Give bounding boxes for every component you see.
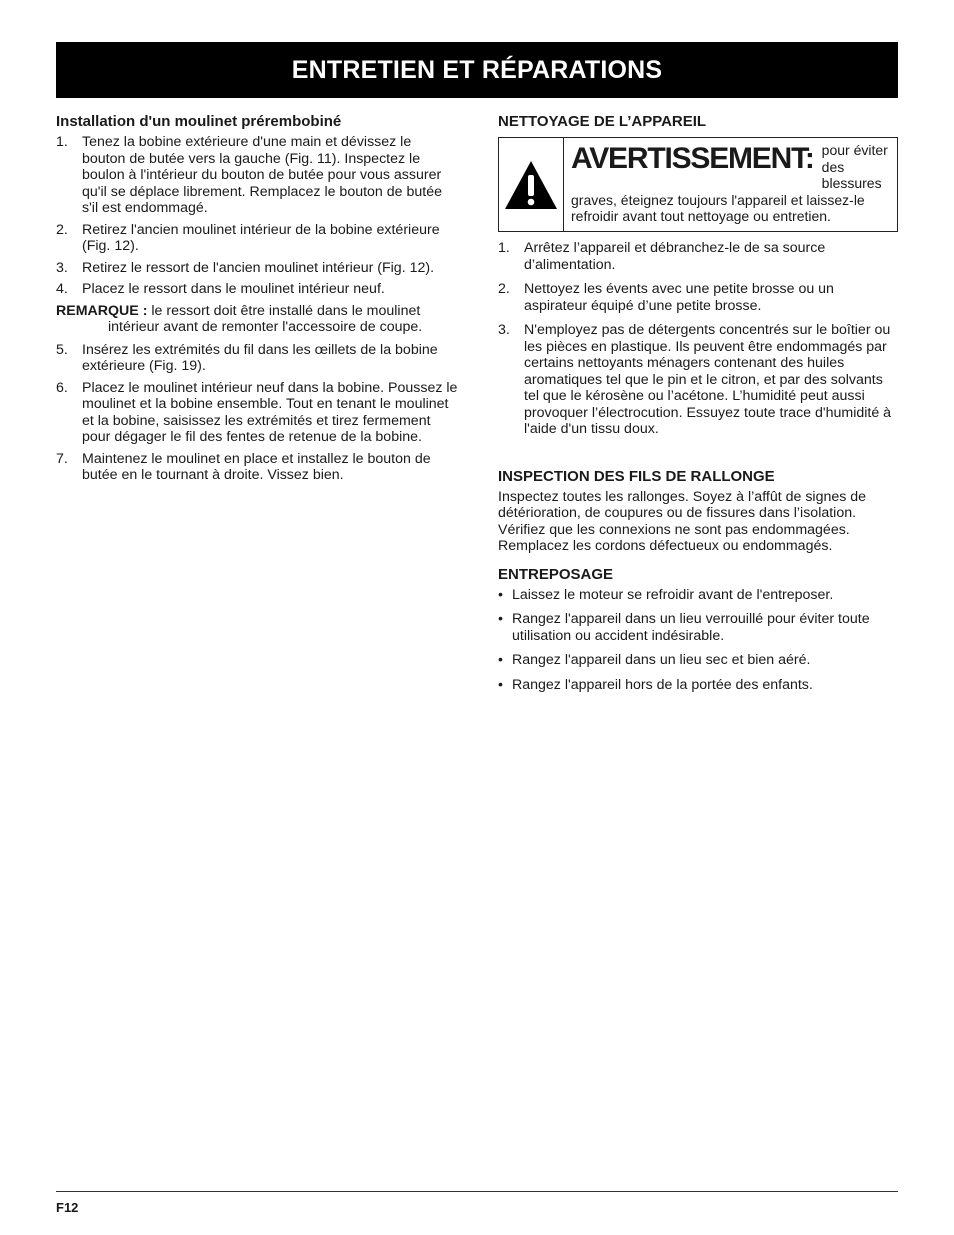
list-item: 1. Tenez la bobine extérieure d'une main et dévissez le bouton de butée vers la gauche (Fig. 11). Inspectez le boulon à l'intérieur du bouton de butée pour vous assurer qu'il se déplace librement. Remplacez le bouton de butée s'il est endommagé. (56, 134, 442, 216)
inspection-heading: INSPECTION DES FILS DE RALLONGE (498, 467, 775, 485)
warning-box (498, 137, 898, 232)
section-header (56, 42, 898, 98)
list-item: • Rangez l'appareil dans un lieu sec et bien aéré. (498, 652, 811, 668)
list-item: • Rangez l'appareil dans un lieu verrouillé pour éviter toute utilisation ou accident indésirable. (498, 611, 870, 644)
footer-divider (56, 1191, 898, 1192)
page-title: ENTRETIEN ET RÉPARATIONS (291, 55, 663, 84)
warning-triangle-icon (503, 159, 559, 211)
page-number: F12 (56, 1200, 79, 1215)
prewound-spool-heading: Installation d'un moulinet prérembobiné (56, 113, 342, 130)
remark-note (56, 303, 458, 336)
cleaning-steps-list (498, 240, 898, 438)
remark-text: le ressort doit être installé dans le moulinet intérieur avant de remonter l'accessoire de coupe. (108, 302, 423, 335)
list-item: • Laissez le moteur se refroidir avant de l'entreposer. (498, 586, 834, 603)
list-item: 3. N'employez pas de détergents concentrés sur le boîtier ou les pièces en plastique. Ils peuvent être endommagés par certains nettoyants ménagers contenant des huiles aromatiques tel que le pin et le citron, et par des solvants tel que le kérosène ou l’acétone. L’humidité peut aussi provoquer l’électrocution. Essuyez toute trace d'humidité à l'aide d'un tissu doux. (498, 322, 892, 437)
warning-icon-cell (499, 138, 564, 231)
warning-title: AVERTISSEMENT: (571, 142, 814, 175)
list-item: 2. Retirez l'ancien moulinet intérieur de la bobine extérieure (Fig. 12). (56, 221, 440, 254)
storage-list (498, 587, 898, 694)
list-item: • Rangez l'appareil hors de la portée des enfants. (498, 676, 813, 693)
list-item: 2. Nettoyez les évents avec une petite brosse ou un aspirateur équipé d’une petite brosse. (498, 281, 834, 314)
list-item: 3. Retirez le ressort de l'ancien moulinet intérieur (Fig. 12). (56, 259, 435, 276)
left-column (56, 113, 458, 489)
prewound-steps-list (56, 134, 458, 298)
warning-text (564, 138, 897, 231)
list-item: 6. Placez le moulinet intérieur neuf dans la bobine. Poussez le moulinet et la bobine ensemble. Tout en tenant le moulinet et la bobine, saisissez les extrémités et tirez fermement pour dégager le fil des fentes de retenue de la bobine. (56, 379, 458, 445)
storage-heading: ENTREPOSAGE (498, 565, 614, 583)
prewound-steps-list-continued (56, 342, 458, 484)
list-item: 7. Maintenez le moulinet en place et installez le bouton de butée en le tournant à droite. Vissez bien. (56, 450, 431, 483)
right-column (498, 113, 898, 701)
list-item: 4. Placez le ressort dans le moulinet intérieur neuf. (56, 281, 385, 297)
remark-label: REMARQUE : (56, 302, 148, 319)
warning-body: pour éviter des blessures graves, éteignez toujours l'appareil et laissez-le refroidir avant tout nettoyage ou entretien. (571, 142, 888, 224)
inspection-text: Inspectez toutes les rallonges. Soyez à l’affût de signes de détérioration, de coupures ou de fissures dans l’isolation. Vérifiez que les connexions ne sont pas endommagées. Remplacez les cordons défectueux ou endommagés. (498, 488, 867, 554)
list-item: 1. Arrêtez l’appareil et débranchez-le de sa source d’alimentation. (498, 240, 826, 273)
cleaning-heading: NETTOYAGE DE L’APPAREIL (498, 113, 707, 130)
list-item: 5. Insérez les extrémités du fil dans les œillets de la bobine extérieure (Fig. 19). (56, 341, 438, 374)
